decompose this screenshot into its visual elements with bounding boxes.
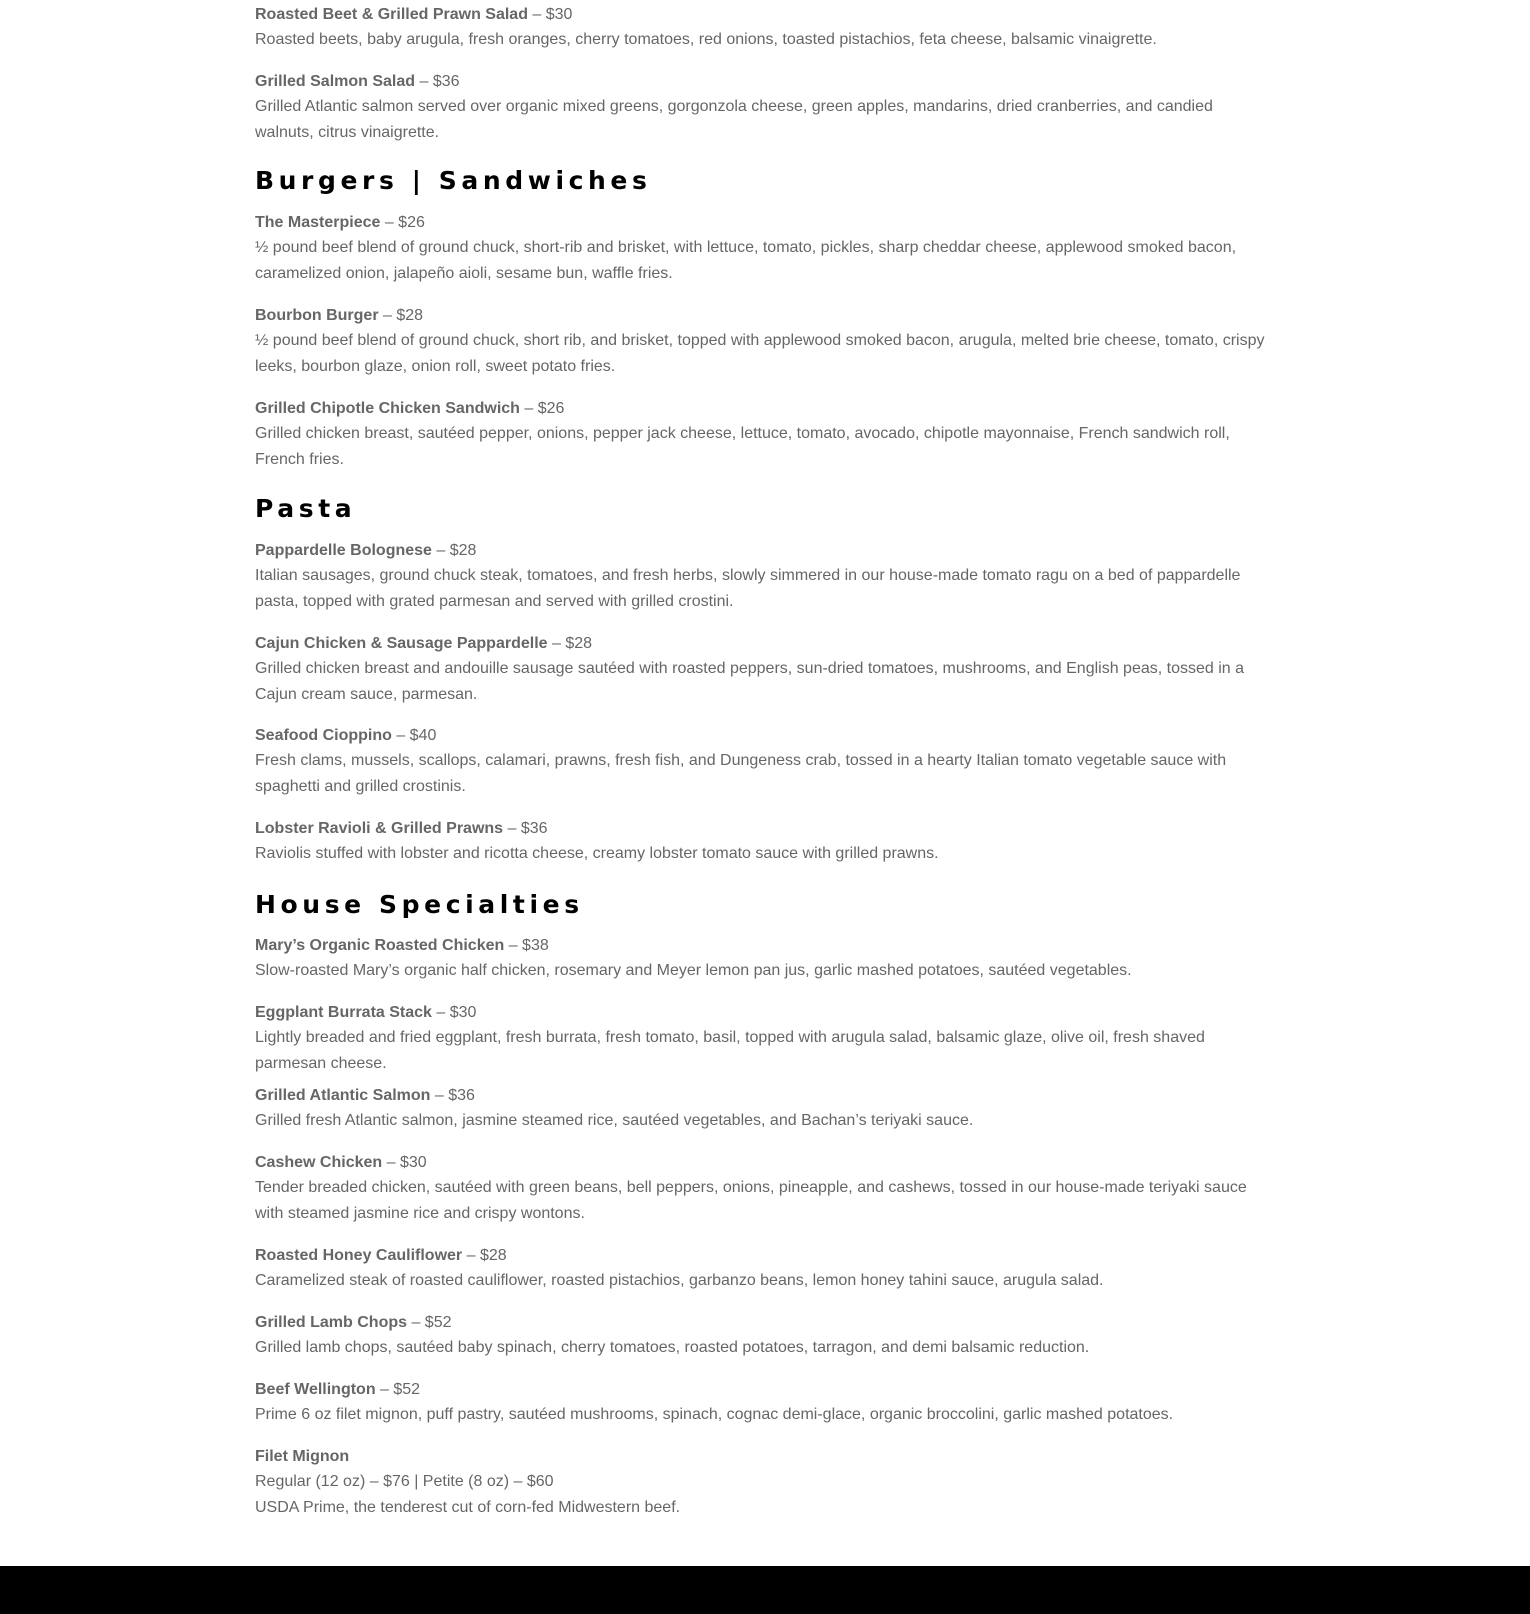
menu-item-name: Grilled Atlantic Salmon (255, 1087, 431, 1104)
menu-item-name: Lobster Ravioli & Grilled Prawns (255, 820, 504, 837)
menu-item-description: USDA Prime, the tenderest cut of corn-fed Midwestern beef. (255, 1498, 681, 1516)
menu-item-price: – $36 (503, 820, 548, 837)
menu-item-name: Cajun Chicken & Sausage Pappardelle (255, 635, 548, 652)
menu-item-description: Tender breaded chicken, sautéed with green beans, bell peppers, onions, pineapple, and cashews, tossed in our house-made teriyaki sauce (255, 1179, 1247, 1196)
menu-item-price: – $28 (547, 635, 593, 652)
menu-item-eggplant-burrata-stack (255, 1000, 1275, 1072)
section-heading-house-specialties: House Specialties (255, 890, 584, 919)
menu-item-name: Pappardelle Bolognese (255, 542, 432, 559)
menu-item-title (255, 1243, 1275, 1269)
footer-bar (0, 1566, 1530, 1614)
menu-item-name: Beef Wellington (255, 1381, 376, 1398)
menu-item-price: – $28 (431, 542, 477, 559)
menu-item-title (255, 303, 1275, 329)
menu-item-grilled-lamb-chops (255, 1310, 1275, 1356)
menu-item-bourbon-burger (255, 303, 1275, 375)
menu-item-name: Mary’s Organic Roasted Chicken (255, 937, 505, 954)
menu-item-lobster-ravioli-grilled-prawns (255, 816, 1275, 862)
menu-item-filet-mignon (255, 1444, 1275, 1516)
menu-item-title (255, 723, 1275, 749)
menu-item-grilled-chipotle-chicken-sandwich (255, 396, 1275, 468)
menu-item-mary-s-organic-roasted-chicken (255, 933, 1275, 979)
menu-item-description: Regular (12 oz) – $76 | Petite (8 oz) – $60 (255, 1473, 554, 1490)
menu-item-name: Grilled Lamb Chops (255, 1314, 408, 1331)
menu-item-price: – $26 (519, 400, 565, 417)
menu-item-seafood-cioppino (255, 723, 1275, 795)
menu-item-name: Eggplant Burrata Stack (255, 1004, 432, 1021)
menu-item-description: French fries. (255, 450, 344, 468)
menu-item-title (255, 1377, 1275, 1403)
menu-item-description: caramelized onion, jalapeño aioli, sesame bun, waffle fries. (255, 264, 673, 282)
menu-item-description: Lightly breaded and fried eggplant, fresh burrata, fresh tomato, basil, topped with arugula salad, balsamic glaze, olive oil, fresh shaved (255, 1029, 1205, 1046)
menu-item-price: – $30 (431, 1004, 477, 1021)
menu-item-title (255, 1083, 1275, 1109)
menu-item-roasted-honey-cauliflower (255, 1243, 1275, 1289)
menu-item-price: – $52 (407, 1314, 452, 1331)
menu-item-price: – $40 (391, 727, 437, 744)
menu-item-name: Seafood Cioppino (255, 727, 392, 744)
menu-item-name: Bourbon Burger (255, 307, 379, 324)
menu-item-description: Cajun cream sauce, parmesan. (255, 685, 478, 703)
menu-item-title (255, 816, 1275, 842)
menu-item-title (255, 933, 1275, 959)
menu-item-roasted-beet-grilled-prawn-salad (255, 2, 1275, 48)
menu-item-cashew-chicken (255, 1150, 1275, 1222)
menu-item-description: ½ pound beef blend of ground chuck, short-rib and brisket, with lettuce, tomato, pickles, sharp cheddar cheese, applewood smoked bacon, (255, 239, 1237, 256)
menu-item-cajun-chicken-sausage-pappardelle (255, 631, 1275, 703)
menu-item-description: Fresh clams, mussels, scallops, calamari, prawns, fresh fish, and Dungeness crab, tossed in a hearty Italian tomato vegetable sauce with (255, 752, 1227, 769)
menu-item-description: pasta, topped with grated parmesan and served with grilled crostini. (255, 592, 734, 610)
menu-item-title (255, 538, 1275, 564)
menu-item-price: – $52 (375, 1381, 421, 1398)
menu-item-description: Italian sausages, ground chuck steak, tomatoes, and fresh herbs, slowly simmered in our house-made tomato ragu on a bed of pappardelle (255, 567, 1241, 584)
menu-item-grilled-atlantic-salmon (255, 1083, 1275, 1129)
menu-item-name: The Masterpiece (255, 214, 381, 231)
menu-item-title (255, 210, 1275, 236)
menu-item-price: – $28 (378, 307, 424, 324)
menu-item-description: spaghetti and grilled crostinis. (255, 777, 466, 795)
menu-item-name: Filet Mignon (255, 1448, 350, 1465)
menu-item-price: – $36 (415, 73, 460, 90)
menu-item-title (255, 631, 1275, 657)
menu-item-description: walnuts, citrus vinaigrette. (255, 123, 440, 141)
menu-item-description: Grilled Atlantic salmon served over organic mixed greens, gorgonzola cheese, green apples, mandarins, dried cranberries, and candied (255, 98, 1213, 115)
menu-item-the-masterpiece (255, 210, 1275, 282)
menu-item-description: Slow-roasted Mary’s organic half chicken, rosemary and Meyer lemon pan jus, garlic mashed potatoes, sautéed vegetables. (255, 962, 1132, 979)
menu-item-name: Grilled Salmon Salad (255, 73, 416, 90)
menu-item-price: – $30 (382, 1154, 427, 1171)
menu-item-beef-wellington (255, 1377, 1275, 1423)
menu-item-description: Raviolis stuffed with lobster and ricotta cheese, creamy lobster tomato sauce with grilled prawns. (255, 845, 939, 862)
menu-item-price: – $26 (380, 214, 425, 231)
menu-item-title (255, 1444, 1275, 1470)
menu-item-description: Grilled chicken breast and andouille sausage sautéed with roasted peppers, sun-dried tomatoes, mushrooms, and English peas, tossed in a (255, 660, 1245, 677)
menu-item-title (255, 69, 1275, 95)
menu-item-description: parmesan cheese. (255, 1054, 387, 1072)
menu-item-description: Grilled chicken breast, sautéed pepper, onions, pepper jack cheese, lettuce, tomato, avocado, chipotle mayonnaise, French sandwich roll, (255, 425, 1230, 442)
menu-item-name: Roasted Honey Cauliflower (255, 1247, 463, 1264)
menu-item-grilled-salmon-salad (255, 69, 1275, 141)
menu-item-name: Grilled Chipotle Chicken Sandwich (255, 400, 520, 417)
menu-item-description: Roasted beets, baby arugula, fresh oranges, cherry tomatoes, red onions, toasted pistachios, feta cheese, balsamic vinaigrette. (255, 31, 1157, 48)
menu-item-title (255, 1000, 1275, 1026)
menu-item-description: Grilled lamb chops, sautéed baby spinach, cherry tomatoes, roasted potatoes, tarragon, and demi balsamic reduction. (255, 1339, 1090, 1356)
menu-item-title (255, 2, 1275, 28)
menu-item-name: Roasted Beet & Grilled Prawn Salad (255, 6, 528, 23)
menu-item-description: Grilled fresh Atlantic salmon, jasmine steamed rice, sautéed vegetables, and Bachan’s teriyaki sauce. (255, 1112, 974, 1129)
menu-item-price: – $36 (430, 1087, 475, 1104)
menu-item-price: – $30 (527, 6, 573, 23)
section-heading-burgers-sandwiches: Burgers | Sandwiches (255, 166, 652, 195)
menu-item-title (255, 1150, 1275, 1176)
menu-item-pappardelle-bolognese (255, 538, 1275, 610)
menu-item-description: ½ pound beef blend of ground chuck, short rib, and brisket, topped with applewood smoked bacon, arugula, melted brie cheese, tomato, crispy (255, 332, 1265, 349)
menu-item-title (255, 396, 1275, 422)
section-heading-pasta: Pasta (255, 494, 357, 523)
menu-item-description: Prime 6 oz filet mignon, puff pastry, sautéed mushrooms, spinach, cognac demi-glace, organic broccolini, garlic mashed potatoes. (255, 1406, 1174, 1423)
menu-item-name: Cashew Chicken (255, 1154, 383, 1171)
menu-item-description: with steamed jasmine rice and crispy wontons. (255, 1204, 585, 1222)
menu-item-description: Caramelized steak of roasted cauliflower, roasted pistachios, garbanzo beans, lemon honey tahini sauce, arugula salad. (255, 1272, 1104, 1289)
menu-item-price: – $38 (504, 937, 549, 954)
menu-item-description: leeks, bourbon glaze, onion roll, sweet potato fries. (255, 357, 616, 375)
menu-item-price: – $28 (462, 1247, 507, 1264)
menu-item-title (255, 1310, 1275, 1336)
